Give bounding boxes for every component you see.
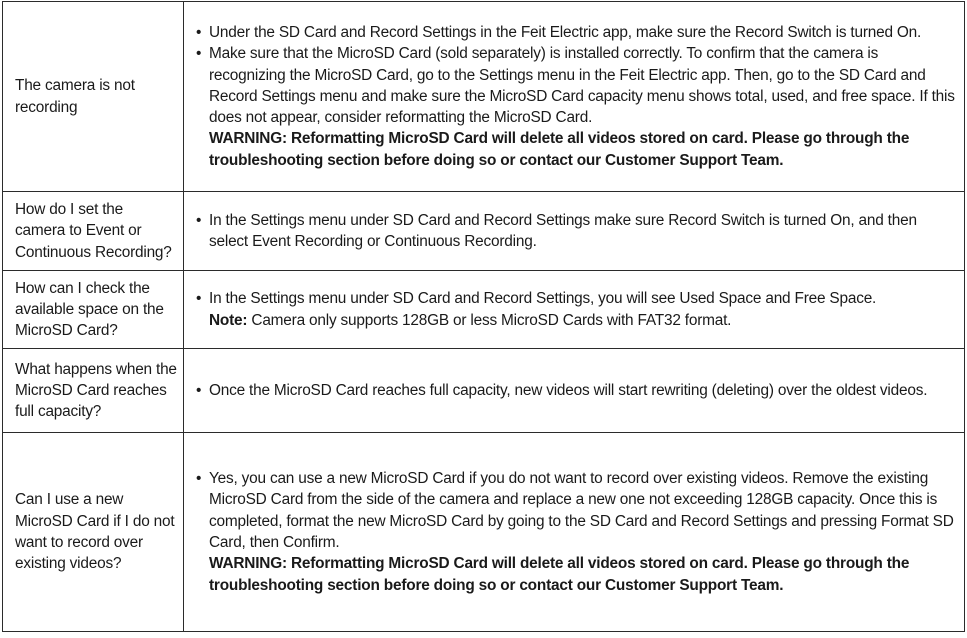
answer-item bbox=[192, 380, 956, 401]
faq-row bbox=[3, 271, 965, 349]
answer-cell bbox=[184, 271, 965, 349]
warning-text: WARNING: Reformatting MicroSD Card will delete all videos stored on card. Please go through the troubleshooting section before doing so or contact our Customer Support Team. bbox=[209, 555, 910, 594]
answer-cell bbox=[184, 192, 965, 271]
answer-list bbox=[192, 468, 956, 596]
bullet-icon: • bbox=[196, 45, 202, 63]
note-line bbox=[209, 310, 956, 331]
answer-text: Once the MicroSD Card reaches full capacity, new videos will start rewriting (deleting) over the oldest videos. bbox=[209, 381, 928, 399]
answer-item bbox=[192, 43, 956, 171]
question-cell bbox=[3, 349, 184, 433]
answer-list bbox=[192, 22, 956, 171]
faq-row bbox=[3, 349, 965, 433]
answer-list bbox=[192, 288, 956, 331]
question-text: The camera is not recording bbox=[15, 77, 135, 116]
bullet-icon: • bbox=[196, 23, 202, 41]
question-cell bbox=[3, 433, 184, 632]
faq-row bbox=[3, 2, 965, 192]
bullet-icon: • bbox=[196, 381, 202, 399]
faq-row bbox=[3, 192, 965, 271]
answer-text: Yes, you can use a new MicroSD Card if you do not want to record over existing videos. Remove the existing MicroSD Card from the side of the camera and replace a new one not exceeding 128GB capacity. Once this is completed, format the new MicroSD Card by going to the SD Card and Record Settings and pressing Format SD Card, then Confirm. bbox=[209, 470, 954, 551]
answer-text: In the Settings menu under SD Card and Record Settings, you will see Used Space and Free Space. bbox=[209, 290, 877, 308]
note-text: Camera only supports 128GB or less MicroSD Cards with FAT32 format. bbox=[251, 311, 732, 329]
answer-text: Make sure that the MicroSD Card (sold separately) is installed correctly. To confirm that the camera is recognizing the MicroSD Card, go to the Settings menu in the Feit Electric app. Then, go to the SD Card and Record Settings menu and make sure the MicroSD Card capacity menu shows total, used, and free space. If this does not appear, consider reformatting the MicroSD Card. bbox=[209, 45, 955, 127]
question-cell bbox=[3, 2, 184, 192]
answer-item bbox=[192, 210, 956, 253]
faq-table bbox=[2, 1, 965, 632]
question-text: What happens when the MicroSD Card reaches full capacity? bbox=[15, 360, 177, 421]
question-text: How can I check the available space on the MicroSD Card? bbox=[15, 279, 164, 340]
note-label: Note: bbox=[209, 311, 248, 329]
answer-cell bbox=[184, 433, 965, 632]
answer-text: In the Settings menu under SD Card and Record Settings make sure Record Switch is turned On, and then select Event Recording or Continuous Recording. bbox=[209, 211, 917, 250]
answer-cell bbox=[184, 2, 965, 192]
answer-cell bbox=[184, 349, 965, 433]
warning-text: WARNING: Reformatting MicroSD Card will delete all videos stored on card. Please go through the troubleshooting section before doing so or contact our Customer Support Team. bbox=[209, 130, 910, 169]
bullet-icon: • bbox=[196, 470, 202, 488]
bullet-icon: • bbox=[196, 290, 202, 308]
question-text: Can I use a new MicroSD Card if I do not want to record over existing videos? bbox=[15, 491, 175, 573]
question-cell bbox=[3, 271, 184, 349]
answer-item bbox=[192, 22, 956, 43]
bullet-icon: • bbox=[196, 211, 202, 229]
question-text: How do I set the camera to Event or Continuous Recording? bbox=[15, 201, 172, 261]
answer-text: Under the SD Card and Record Settings in the Feit Electric app, make sure the Record Switch is turned On. bbox=[209, 23, 922, 41]
answer-item bbox=[192, 288, 956, 331]
faq-row bbox=[3, 433, 965, 632]
answer-list bbox=[192, 380, 956, 401]
question-cell bbox=[3, 192, 184, 271]
answer-item bbox=[192, 468, 956, 596]
answer-list bbox=[192, 210, 956, 253]
